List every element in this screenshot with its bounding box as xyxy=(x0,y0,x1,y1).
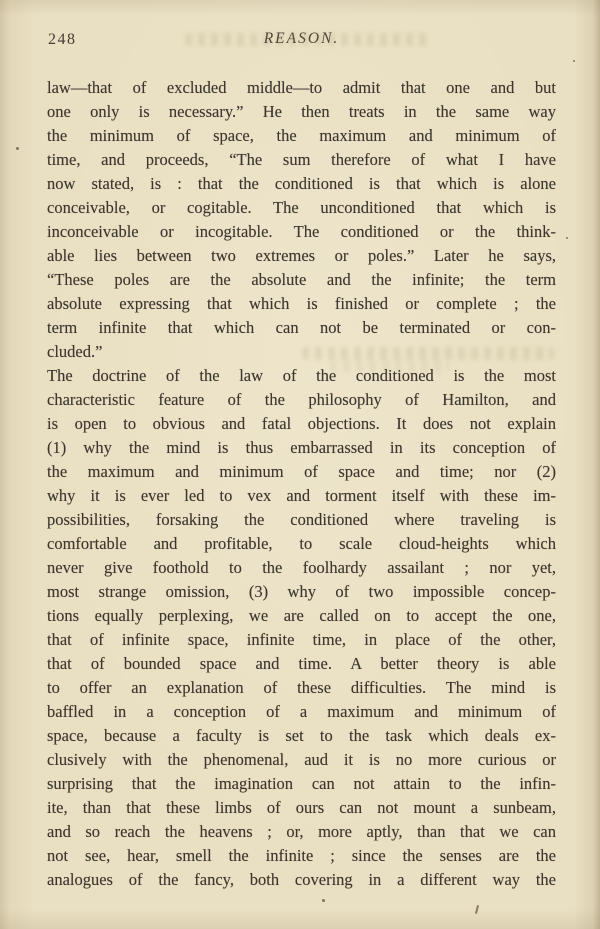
text-line: why it is ever led to vex and torment itself with these im- xyxy=(47,486,556,505)
text-line: the maximum and minimum of space and time; nor (2) xyxy=(47,462,556,481)
text-line: possibilities, forsaking the conditioned where traveling is xyxy=(47,510,556,529)
text-line: not see, hear, smell the infinite ; since the senses are the xyxy=(47,846,556,865)
ink-speck xyxy=(573,60,575,62)
text-line: and so reach the heavens ; or, more aptly, than that we can xyxy=(47,822,556,841)
text-line: ite, than that these limbs of ours can not mount a sunbeam, xyxy=(47,798,556,817)
text-line: never give foothold to the foolhardy assailant ; nor yet, xyxy=(47,558,556,577)
text-line: clusively with the phenomenal, aud it is no more curious or xyxy=(47,750,556,769)
ink-speck xyxy=(322,899,325,902)
text-line: characteristic feature of the philosophy of Hamilton, and xyxy=(47,390,556,409)
text-line: (1) why the mind is thus embarrassed in its conception of xyxy=(47,438,556,457)
text-line: able lies between two extremes or poles.” Later he says, xyxy=(47,246,556,265)
page-number: 248 xyxy=(48,31,77,48)
text-line: now stated, is : that the conditioned is that which is alone xyxy=(47,174,556,193)
text-line: The doctrine of the law of the conditioned is the most xyxy=(47,366,556,385)
text-line: one only is necessary.” He then treats in the same way xyxy=(47,102,556,121)
text-line: surprising that the imagination can not attain to the infin- xyxy=(47,774,556,793)
text-line: absolute expressing that which is finished or complete ; the xyxy=(47,294,556,313)
text-line: inconceivable or incogitable. The conditioned or the think- xyxy=(47,222,556,241)
text-line: baffled in a conception of a maximum and minimum of xyxy=(47,702,556,721)
text-line: time, and proceeds, “The sum therefore of what I have xyxy=(47,150,556,169)
text-line: “These poles are the absolute and the infinite; the term xyxy=(47,270,556,289)
paragraph-continued xyxy=(47,76,556,364)
text-line: comfortable and profitable, to scale cloud-heights which xyxy=(47,534,556,553)
text-line: most strange omission, (3) why of two impossible concep- xyxy=(47,582,556,601)
text-line: law—that of excluded middle—to admit that one and but xyxy=(47,78,556,97)
text-line: space, because a faculty is set to the task which deals ex- xyxy=(47,726,556,745)
text-line: analogues of the fancy, both covering in a different way the xyxy=(47,870,556,889)
text-line: that of bounded space and time. A better theory is able xyxy=(47,654,556,673)
text-line: to offer an explanation of these difficulties. The mind is xyxy=(47,678,556,697)
text-line: cluded.” xyxy=(47,342,103,361)
text-line: term infinite that which can not be terminated or con- xyxy=(47,318,556,337)
text-line: is open to obvious and fatal objections. It does not explain xyxy=(47,414,556,433)
paragraph-doctrine xyxy=(47,364,556,892)
text-line: tions equally perplexing, we are called on to accept the one, xyxy=(47,606,556,625)
ink-speck xyxy=(475,905,479,914)
text-line: the minimum of space, the maximum and minimum of xyxy=(47,126,556,145)
page-body xyxy=(47,76,556,892)
running-head: REASON. xyxy=(263,30,340,47)
ink-speck xyxy=(16,147,19,150)
text-line: conceivable, or cogitable. The unconditioned that which is xyxy=(47,198,556,217)
page-header xyxy=(47,30,556,54)
ink-speck xyxy=(566,237,568,239)
text-line: that of infinite space, infinite time, in place of the other, xyxy=(47,630,556,649)
